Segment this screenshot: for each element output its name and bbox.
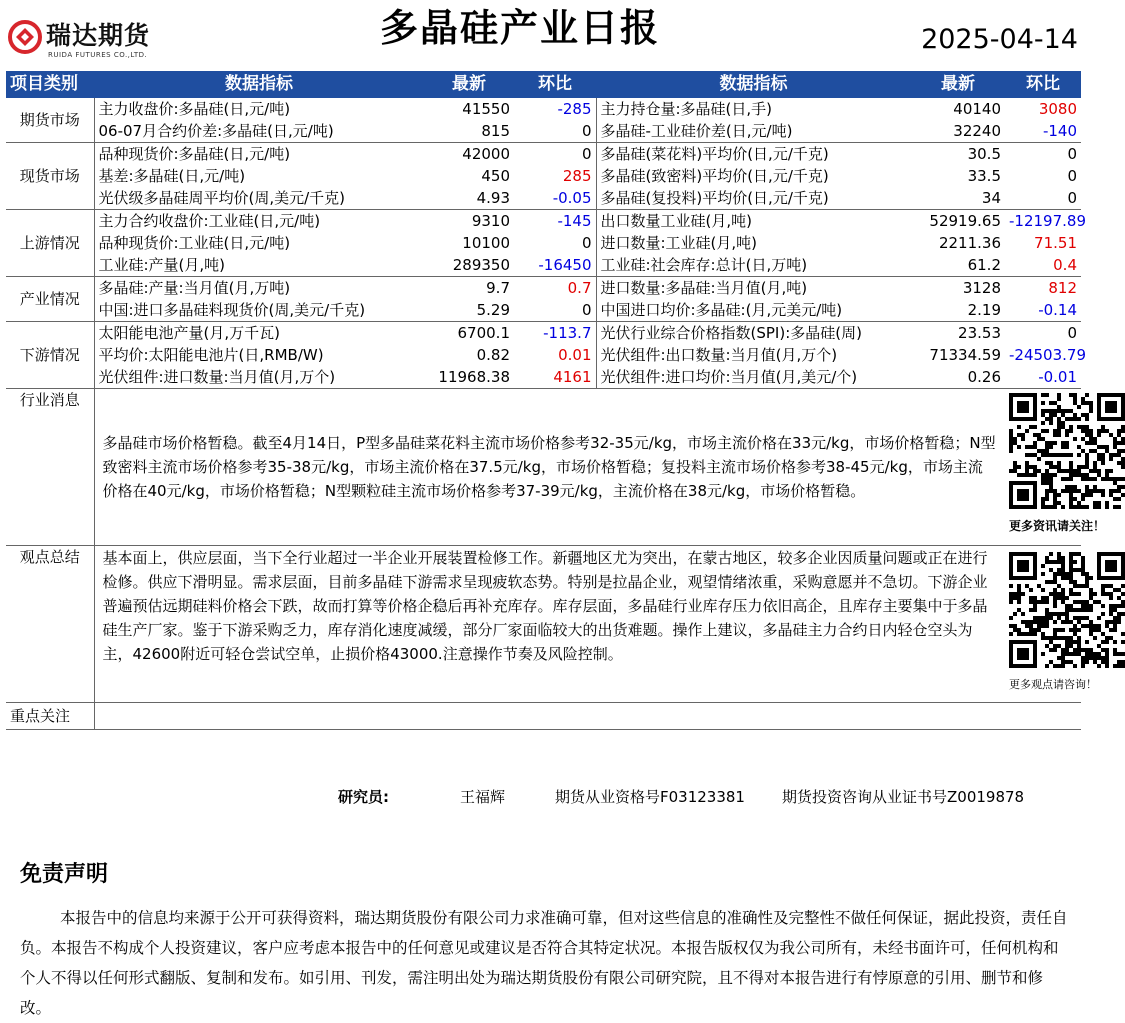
right-latest: 32240: [911, 120, 1005, 143]
right-indicator: 多晶硅(菜花料)平均价(日,元/千克): [596, 143, 911, 166]
table-row: [6, 98, 1081, 120]
ruida-logo-icon: [8, 20, 42, 54]
news-qr-caption: 更多资讯请关注！: [1009, 519, 1106, 533]
right-change: -0.01: [1005, 366, 1081, 389]
right-change: 3080: [1038, 100, 1077, 118]
logo-name-cn: 瑞达期货: [46, 21, 151, 50]
right-change: 71.51: [1034, 234, 1077, 252]
logo-name-en: RUIDA FUTURES CO.,LTD.: [48, 51, 148, 59]
left-change: -285: [557, 100, 592, 118]
researcher-label: 研究员:: [338, 788, 389, 806]
researcher-license-1: 期货从业资格号F03123381: [555, 788, 745, 806]
left-latest: 9.7: [486, 279, 510, 297]
left-indicator: 多晶硅:产量:当月值(月,万吨): [94, 277, 424, 300]
right-change: 0.4: [1005, 254, 1081, 277]
left-latest: 4.93: [424, 187, 514, 210]
researcher-license-2: 期货投资咨询从业证书号Z0019878: [782, 788, 1025, 806]
report-date: 2025-04-14: [921, 24, 1078, 55]
left-change: 0: [581, 145, 592, 163]
disclaimer-text: 本报告中的信息均来源于公开可获得资料，瑞达期货股份有限公司力求准确可靠，但对这些信息的准确性及完整性不做任何保证，据此投资，责任自负。本报告不构成个人投资建议，客户应考虑本报告中的任何意见或建议是否符合其特定状况。本报告版权仅为我公司所有，未经书面许可，任何机构和个人不得以任何形式翻版、复制和发布。如引用、刊发，需注明出处为瑞达期货股份有限公司研究院，且不得对本报告进行有悖原意的引用、删节和修改。: [20, 909, 1068, 1017]
right-latest: 61.2: [911, 254, 1005, 277]
header-indicator-right: 数据指标: [596, 71, 911, 98]
left-change: 0.01: [558, 346, 592, 364]
right-indicator: 光伏组件:出口数量:当月值(月,万个): [596, 344, 911, 366]
category-label: 上游情况: [6, 210, 94, 277]
right-indicator: 多晶硅(致密料)平均价(日,元/千克): [596, 165, 911, 187]
table-row: [6, 165, 1081, 187]
news-cell: [94, 389, 1005, 546]
left-indicator: 平均价:太阳能电池片(日,RMB/W): [94, 344, 424, 366]
left-change: -0.05: [514, 187, 596, 210]
left-latest: 6700.1: [457, 324, 510, 342]
left-latest: 11968.38: [424, 366, 514, 389]
right-change: -24503.79: [1009, 346, 1086, 364]
left-change: -16450: [514, 254, 596, 277]
category-focus: 重点关注: [6, 703, 94, 730]
report-title: 多晶硅产业日报: [380, 6, 661, 50]
researcher-name: 王福辉: [460, 788, 506, 806]
right-change: -140: [1005, 120, 1081, 143]
right-latest: 52919.65: [929, 212, 1001, 230]
left-indicator: 品种现货价:工业硅(日,元/吨): [94, 232, 424, 254]
view-qr-caption: 更多观点请咨询！: [1009, 678, 1097, 691]
left-latest: 450: [481, 167, 510, 185]
right-indicator: 多晶硅-工业硅价差(日,元/吨): [596, 120, 911, 143]
left-change: 0: [514, 120, 596, 143]
left-indicator: 主力合约收盘价:工业硅(日,元/吨): [94, 210, 424, 233]
right-latest: 23.53: [958, 324, 1001, 342]
table-row: [6, 366, 1081, 389]
category-label: 下游情况: [6, 322, 94, 389]
left-indicator: 基差:多晶硅(日,元/吨): [94, 165, 424, 187]
left-latest: 289350: [424, 254, 514, 277]
left-indicator: 品种现货价:多晶硅(日,元/吨): [94, 143, 424, 166]
focus-cell: [94, 703, 1081, 730]
right-latest: 30.5: [967, 145, 1001, 163]
right-indicator: 出口数量工业硅(月,吨): [596, 210, 911, 233]
table-row: [6, 143, 1081, 166]
right-indicator: 进口数量:多晶硅:当月值(月,吨): [596, 277, 911, 300]
right-latest: 34: [911, 187, 1005, 210]
left-indicator: 主力收盘价:多晶硅(日,元/吨): [94, 98, 424, 120]
right-change: 0: [1067, 324, 1077, 342]
category-label: 产业情况: [6, 277, 94, 322]
report-header: [0, 0, 1086, 68]
left-indicator: 06-07月合约价差:多晶硅(日,元/吨): [94, 120, 424, 143]
category-label: 现货市场: [6, 143, 94, 210]
left-indicator: 光伏级多晶硅周平均价(周,美元/千克): [94, 187, 424, 210]
right-indicator: 工业硅:社会库存:总计(日,万吨): [596, 254, 911, 277]
table-row: [6, 299, 1081, 322]
right-indicator: 主力持仓量:多晶硅(日,手): [596, 98, 911, 120]
right-latest: 40140: [953, 100, 1001, 118]
view-qr-cell: [1005, 546, 1097, 703]
category-news: 行业消息: [6, 389, 94, 546]
disclaimer-title: 免责声明: [20, 862, 109, 887]
left-indicator: 太阳能电池产量(月,万千瓦): [94, 322, 424, 345]
left-latest: 5.29: [424, 299, 514, 322]
left-latest: 9310: [471, 212, 510, 230]
left-change: 0.7: [567, 279, 592, 297]
category-view: 观点总结: [6, 546, 94, 703]
right-latest: 0.26: [911, 366, 1005, 389]
table-row: [6, 187, 1081, 210]
left-latest: 42000: [462, 145, 510, 163]
right-indicator: 进口数量:工业硅(月,吨): [596, 232, 911, 254]
data-table: [6, 71, 1106, 730]
left-change: 0: [581, 234, 592, 252]
header-change-right: 环比: [1005, 71, 1081, 98]
left-latest: 0.82: [476, 346, 510, 364]
left-change: -113.7: [543, 324, 592, 342]
header-category: 项目类别: [6, 71, 94, 98]
left-change: 0: [514, 299, 596, 322]
qr-code-icon: [1009, 393, 1125, 509]
right-change: -0.14: [1005, 299, 1081, 322]
table-row: [6, 254, 1081, 277]
left-latest: 41550: [462, 100, 510, 118]
left-latest: 10100: [462, 234, 510, 252]
left-indicator: 光伏组件:进口数量:当月值(月,万个): [94, 366, 424, 389]
right-change: 812: [1048, 279, 1077, 297]
view-text: 基本面上，供应层面，当下全行业超过一半企业开展装置检修工作。新疆地区尤为突出，在蒙古地区，较多企业因质量问题或正在进行检修。供应下滑明显。需求层面，目前多晶硅下游需求呈现疲软态势。特别是拉晶企业，观望情绪浓重，采购意愿并不急切。下游企业普遍预估远期硅料价格会下跌，故而打算等价格企稳后再补充库存。库存层面，多晶硅行业库存压力依旧高企，且库存主要集中于多晶硅生产厂家。鉴于下游采购乏力，库存消化速度减缓，部分厂家面临较大的出货难题。操作上建议，多晶硅主力合约日内轻仓空头为主，42600附近可轻仓尝试空单，止损价格43000.注意操作节奏及风险控制。: [102, 549, 988, 663]
header-latest-left: 最新: [424, 71, 514, 98]
category-label: 期货市场: [6, 98, 94, 143]
right-change: 0: [1067, 167, 1077, 185]
right-indicator: 多晶硅(复投料)平均价(日,元/千克): [596, 187, 911, 210]
table-row: [6, 232, 1081, 254]
table-row: [6, 210, 1081, 233]
right-latest: 2.19: [911, 299, 1005, 322]
left-indicator: 工业硅:产量(月,吨): [94, 254, 424, 277]
left-change: 4161: [514, 366, 596, 389]
qr-code-icon: [1009, 552, 1125, 668]
header-change-left: 环比: [514, 71, 596, 98]
table-row: [6, 344, 1081, 366]
right-indicator: 中国进口均价:多晶硅:(月,元美元/吨): [596, 299, 911, 322]
right-change: -12197.89: [1009, 212, 1086, 230]
table-row: [6, 277, 1081, 300]
right-latest: 71334.59: [929, 346, 1001, 364]
left-latest: 815: [424, 120, 514, 143]
right-indicator: 光伏行业综合价格指数(SPI):多晶硅(周): [596, 322, 911, 345]
right-change: 0: [1067, 145, 1077, 163]
left-indicator: 中国:进口多晶硅料现货价(周,美元/千克): [94, 299, 424, 322]
header-indicator-left: 数据指标: [94, 71, 424, 98]
company-logo: [8, 18, 178, 66]
right-latest: 2211.36: [938, 234, 1001, 252]
table-row: [6, 120, 1081, 143]
left-change: 285: [562, 167, 592, 185]
news-qr-cell: [1005, 389, 1106, 546]
view-row: [6, 546, 1081, 703]
right-indicator: 光伏组件:进口均价:当月值(月,美元/个): [596, 366, 911, 389]
focus-row: [6, 703, 1081, 730]
news-row: [6, 389, 1081, 546]
right-change: 0: [1005, 187, 1081, 210]
table-row: [6, 322, 1081, 345]
view-cell: [94, 546, 1005, 703]
news-text: 多晶硅市场价格暂稳。截至4月14日，P型多晶硅菜花料主流市场价格参考32-35元/kg，市场主流价格在33元/kg，市场价格暂稳；N型致密料主流市场价格参考35-38元/kg，市场主流价格在37.5元/kg，市场价格暂稳；复投料主流市场价格参考38-45元/kg，市场主流价格在40元/kg，市场价格暂稳；N型颗粒硅主流市场价格参考37-39元/kg，主流价格在38元/kg，市场价格暂稳。: [102, 434, 996, 500]
header-latest-right: 最新: [911, 71, 1005, 98]
right-latest: 33.5: [967, 167, 1001, 185]
right-latest: 3128: [962, 279, 1001, 297]
table-header-row: [6, 71, 1081, 98]
left-change: -145: [557, 212, 592, 230]
